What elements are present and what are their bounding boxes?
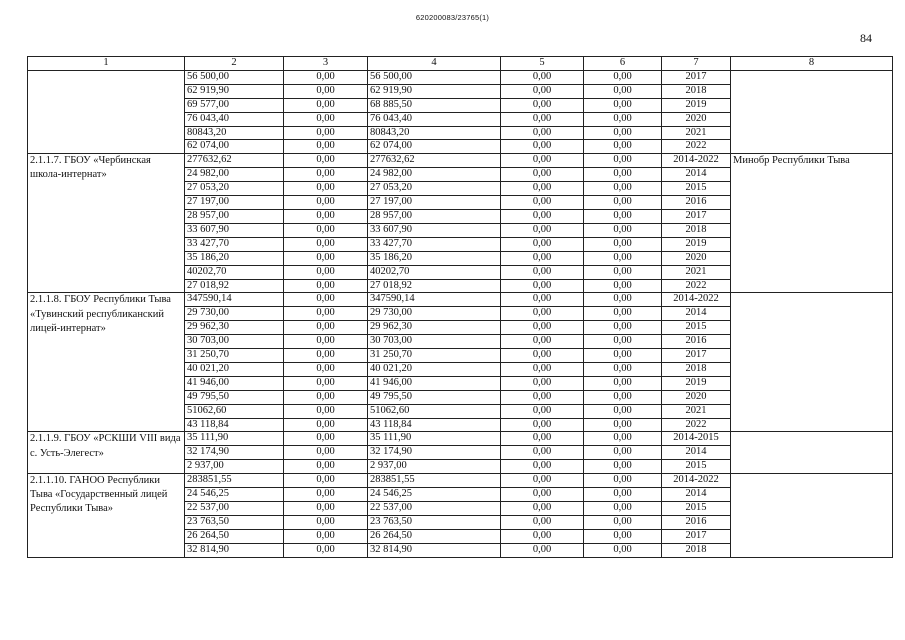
year-cell: 2022 xyxy=(662,279,731,293)
amount-total-cell: 51062,60 xyxy=(185,404,284,418)
amount-total-cell: 49 795,50 xyxy=(185,390,284,404)
amount-republic-cell: 283851,55 xyxy=(368,474,501,488)
amount-extra-cell: 0,00 xyxy=(584,126,662,140)
year-cell: 2014-2022 xyxy=(662,474,731,488)
budget-table-container xyxy=(27,56,893,558)
amount-extra-cell: 0,00 xyxy=(584,335,662,349)
amount-total-cell: 24 546,25 xyxy=(185,488,284,502)
amount-extra-cell: 0,00 xyxy=(584,460,662,474)
amount-republic-cell: 28 957,00 xyxy=(368,209,501,223)
amount-federal-cell: 0,00 xyxy=(284,265,368,279)
amount-federal-cell: 0,00 xyxy=(284,126,368,140)
amount-extra-cell: 0,00 xyxy=(584,237,662,251)
amount-total-cell: 62 919,90 xyxy=(185,84,284,98)
amount-local-cell: 0,00 xyxy=(501,446,584,460)
year-cell: 2019 xyxy=(662,237,731,251)
amount-federal-cell: 0,00 xyxy=(284,168,368,182)
header-row xyxy=(28,57,893,71)
year-cell: 2018 xyxy=(662,223,731,237)
year-cell: 2022 xyxy=(662,418,731,432)
amount-local-cell: 0,00 xyxy=(501,376,584,390)
amount-extra-cell: 0,00 xyxy=(584,293,662,307)
amount-federal-cell: 0,00 xyxy=(284,543,368,557)
amount-extra-cell: 0,00 xyxy=(584,140,662,154)
amount-extra-cell: 0,00 xyxy=(584,196,662,210)
amount-total-cell: 2 937,00 xyxy=(185,460,284,474)
executor xyxy=(731,293,893,432)
column-header: 1 xyxy=(28,57,185,71)
amount-extra-cell: 0,00 xyxy=(584,98,662,112)
year-cell: 2014 xyxy=(662,446,731,460)
amount-local-cell: 0,00 xyxy=(501,293,584,307)
amount-local-cell: 0,00 xyxy=(501,209,584,223)
amount-local-cell: 0,00 xyxy=(501,126,584,140)
year-cell: 2015 xyxy=(662,182,731,196)
amount-total-cell: 32 814,90 xyxy=(185,543,284,557)
amount-local-cell: 0,00 xyxy=(501,84,584,98)
column-header: 8 xyxy=(731,57,893,71)
amount-extra-cell: 0,00 xyxy=(584,446,662,460)
year-cell: 2017 xyxy=(662,529,731,543)
amount-total-cell: 27 018,92 xyxy=(185,279,284,293)
table-row xyxy=(28,293,893,307)
amount-local-cell: 0,00 xyxy=(501,196,584,210)
amount-republic-cell: 62 919,90 xyxy=(368,84,501,98)
amount-local-cell: 0,00 xyxy=(501,182,584,196)
amount-federal-cell: 0,00 xyxy=(284,460,368,474)
amount-republic-cell: 35 186,20 xyxy=(368,251,501,265)
amount-total-cell: 28 957,00 xyxy=(185,209,284,223)
amount-republic-cell: 23 763,50 xyxy=(368,515,501,529)
year-cell: 2020 xyxy=(662,390,731,404)
amount-extra-cell: 0,00 xyxy=(584,84,662,98)
amount-republic-cell: 41 946,00 xyxy=(368,376,501,390)
amount-federal-cell: 0,00 xyxy=(284,140,368,154)
amount-local-cell: 0,00 xyxy=(501,543,584,557)
amount-extra-cell: 0,00 xyxy=(584,529,662,543)
amount-local-cell: 0,00 xyxy=(501,404,584,418)
amount-extra-cell: 0,00 xyxy=(584,209,662,223)
measure-name: 2.1.1.10. ГАНОО Республики Тыва «Государственный лицей Республики Тыва» xyxy=(28,474,185,557)
year-cell: 2018 xyxy=(662,362,731,376)
amount-republic-cell: 347590,14 xyxy=(368,293,501,307)
document-code: 620200083/23765(1) xyxy=(415,13,490,22)
measure-name: 2.1.1.9. ГБОУ «РСКШИ VIII вида с. Усть-Элегест» xyxy=(28,432,185,474)
year-cell: 2017 xyxy=(662,209,731,223)
amount-federal-cell: 0,00 xyxy=(284,502,368,516)
amount-federal-cell: 0,00 xyxy=(284,362,368,376)
amount-extra-cell: 0,00 xyxy=(584,168,662,182)
amount-federal-cell: 0,00 xyxy=(284,279,368,293)
amount-republic-cell: 40202,70 xyxy=(368,265,501,279)
amount-extra-cell: 0,00 xyxy=(584,362,662,376)
amount-total-cell: 76 043,40 xyxy=(185,112,284,126)
year-cell: 2019 xyxy=(662,376,731,390)
amount-total-cell: 22 537,00 xyxy=(185,502,284,516)
year-cell: 2014-2015 xyxy=(662,432,731,446)
column-header: 2 xyxy=(185,57,284,71)
amount-federal-cell: 0,00 xyxy=(284,349,368,363)
amount-total-cell: 40 021,20 xyxy=(185,362,284,376)
amount-extra-cell: 0,00 xyxy=(584,432,662,446)
executor: Минобр Республики Тыва xyxy=(731,154,893,293)
table-row xyxy=(28,70,893,84)
amount-republic-cell: 32 174,90 xyxy=(368,446,501,460)
amount-federal-cell: 0,00 xyxy=(284,223,368,237)
amount-total-cell: 56 500,00 xyxy=(185,70,284,84)
amount-republic-cell: 68 885,50 xyxy=(368,98,501,112)
column-header: 7 xyxy=(662,57,731,71)
amount-extra-cell: 0,00 xyxy=(584,404,662,418)
amount-total-cell: 62 074,00 xyxy=(185,140,284,154)
executor xyxy=(731,432,893,474)
year-cell: 2016 xyxy=(662,515,731,529)
amount-republic-cell: 80843,20 xyxy=(368,126,501,140)
amount-local-cell: 0,00 xyxy=(501,321,584,335)
amount-federal-cell: 0,00 xyxy=(284,182,368,196)
year-cell: 2016 xyxy=(662,335,731,349)
amount-republic-cell: 31 250,70 xyxy=(368,349,501,363)
amount-local-cell: 0,00 xyxy=(501,432,584,446)
amount-extra-cell: 0,00 xyxy=(584,502,662,516)
amount-federal-cell: 0,00 xyxy=(284,321,368,335)
amount-extra-cell: 0,00 xyxy=(584,265,662,279)
amount-total-cell: 40202,70 xyxy=(185,265,284,279)
amount-republic-cell: 27 053,20 xyxy=(368,182,501,196)
amount-total-cell: 27 197,00 xyxy=(185,196,284,210)
year-cell: 2018 xyxy=(662,543,731,557)
amount-local-cell: 0,00 xyxy=(501,237,584,251)
amount-extra-cell: 0,00 xyxy=(584,321,662,335)
amount-local-cell: 0,00 xyxy=(501,112,584,126)
amount-federal-cell: 0,00 xyxy=(284,418,368,432)
amount-federal-cell: 0,00 xyxy=(284,98,368,112)
amount-extra-cell: 0,00 xyxy=(584,349,662,363)
amount-republic-cell: 30 703,00 xyxy=(368,335,501,349)
amount-extra-cell: 0,00 xyxy=(584,251,662,265)
amount-total-cell: 29 730,00 xyxy=(185,307,284,321)
amount-republic-cell: 27 197,00 xyxy=(368,196,501,210)
amount-total-cell: 80843,20 xyxy=(185,126,284,140)
year-cell: 2015 xyxy=(662,502,731,516)
amount-federal-cell: 0,00 xyxy=(284,84,368,98)
amount-republic-cell: 29 730,00 xyxy=(368,307,501,321)
amount-republic-cell: 24 546,25 xyxy=(368,488,501,502)
measure-name: 2.1.1.8. ГБОУ Республики Тыва «Тувинский республиканский лицей-интернат» xyxy=(28,293,185,432)
amount-republic-cell: 33 427,70 xyxy=(368,237,501,251)
amount-extra-cell: 0,00 xyxy=(584,376,662,390)
amount-total-cell: 24 982,00 xyxy=(185,168,284,182)
amount-federal-cell: 0,00 xyxy=(284,390,368,404)
amount-total-cell: 69 577,00 xyxy=(185,98,284,112)
amount-local-cell: 0,00 xyxy=(501,474,584,488)
table-row xyxy=(28,474,893,488)
amount-republic-cell: 40 021,20 xyxy=(368,362,501,376)
year-cell: 2015 xyxy=(662,321,731,335)
amount-total-cell: 347590,14 xyxy=(185,293,284,307)
amount-local-cell: 0,00 xyxy=(501,140,584,154)
amount-extra-cell: 0,00 xyxy=(584,543,662,557)
measure-name: 2.1.1.7. ГБОУ «Чербинская школа-интернат» xyxy=(28,154,185,293)
amount-local-cell: 0,00 xyxy=(501,168,584,182)
table-body xyxy=(28,70,893,557)
year-cell: 2018 xyxy=(662,84,731,98)
year-cell: 2021 xyxy=(662,126,731,140)
amount-federal-cell: 0,00 xyxy=(284,446,368,460)
amount-federal-cell: 0,00 xyxy=(284,251,368,265)
amount-extra-cell: 0,00 xyxy=(584,474,662,488)
year-cell: 2019 xyxy=(662,98,731,112)
amount-local-cell: 0,00 xyxy=(501,460,584,474)
year-cell: 2014-2022 xyxy=(662,293,731,307)
column-header: 6 xyxy=(584,57,662,71)
amount-local-cell: 0,00 xyxy=(501,223,584,237)
amount-federal-cell: 0,00 xyxy=(284,529,368,543)
amount-republic-cell: 26 264,50 xyxy=(368,529,501,543)
amount-local-cell: 0,00 xyxy=(501,335,584,349)
amount-federal-cell: 0,00 xyxy=(284,432,368,446)
year-cell: 2017 xyxy=(662,70,731,84)
amount-total-cell: 26 264,50 xyxy=(185,529,284,543)
amount-federal-cell: 0,00 xyxy=(284,293,368,307)
amount-total-cell: 31 250,70 xyxy=(185,349,284,363)
amount-republic-cell: 56 500,00 xyxy=(368,70,501,84)
amount-total-cell: 41 946,00 xyxy=(185,376,284,390)
year-cell: 2015 xyxy=(662,460,731,474)
amount-local-cell: 0,00 xyxy=(501,390,584,404)
amount-local-cell: 0,00 xyxy=(501,70,584,84)
amount-total-cell: 23 763,50 xyxy=(185,515,284,529)
amount-federal-cell: 0,00 xyxy=(284,488,368,502)
amount-extra-cell: 0,00 xyxy=(584,279,662,293)
table-row xyxy=(28,432,893,446)
amount-republic-cell: 33 607,90 xyxy=(368,223,501,237)
amount-extra-cell: 0,00 xyxy=(584,488,662,502)
amount-extra-cell: 0,00 xyxy=(584,154,662,168)
amount-republic-cell: 62 074,00 xyxy=(368,140,501,154)
amount-local-cell: 0,00 xyxy=(501,98,584,112)
amount-federal-cell: 0,00 xyxy=(284,376,368,390)
amount-republic-cell: 51062,60 xyxy=(368,404,501,418)
amount-republic-cell: 27 018,92 xyxy=(368,279,501,293)
column-header: 4 xyxy=(368,57,501,71)
year-cell: 2014 xyxy=(662,488,731,502)
year-cell: 2014 xyxy=(662,168,731,182)
amount-federal-cell: 0,00 xyxy=(284,404,368,418)
executor xyxy=(731,474,893,557)
amount-republic-cell: 2 937,00 xyxy=(368,460,501,474)
amount-extra-cell: 0,00 xyxy=(584,182,662,196)
amount-total-cell: 33 607,90 xyxy=(185,223,284,237)
amount-extra-cell: 0,00 xyxy=(584,223,662,237)
year-cell: 2020 xyxy=(662,112,731,126)
executor xyxy=(731,70,893,153)
amount-federal-cell: 0,00 xyxy=(284,70,368,84)
amount-federal-cell: 0,00 xyxy=(284,196,368,210)
amount-local-cell: 0,00 xyxy=(501,515,584,529)
amount-federal-cell: 0,00 xyxy=(284,209,368,223)
amount-total-cell: 33 427,70 xyxy=(185,237,284,251)
amount-republic-cell: 29 962,30 xyxy=(368,321,501,335)
table-row xyxy=(28,154,893,168)
amount-republic-cell: 76 043,40 xyxy=(368,112,501,126)
measure-name xyxy=(28,70,185,153)
amount-total-cell: 27 053,20 xyxy=(185,182,284,196)
amount-local-cell: 0,00 xyxy=(501,362,584,376)
amount-local-cell: 0,00 xyxy=(501,502,584,516)
amount-extra-cell: 0,00 xyxy=(584,418,662,432)
year-cell: 2021 xyxy=(662,265,731,279)
year-cell: 2021 xyxy=(662,404,731,418)
amount-federal-cell: 0,00 xyxy=(284,515,368,529)
amount-total-cell: 277632,62 xyxy=(185,154,284,168)
amount-extra-cell: 0,00 xyxy=(584,70,662,84)
amount-extra-cell: 0,00 xyxy=(584,515,662,529)
amount-federal-cell: 0,00 xyxy=(284,474,368,488)
amount-republic-cell: 277632,62 xyxy=(368,154,501,168)
amount-federal-cell: 0,00 xyxy=(284,237,368,251)
amount-extra-cell: 0,00 xyxy=(584,390,662,404)
amount-local-cell: 0,00 xyxy=(501,154,584,168)
amount-republic-cell: 24 982,00 xyxy=(368,168,501,182)
amount-local-cell: 0,00 xyxy=(501,265,584,279)
amount-local-cell: 0,00 xyxy=(501,529,584,543)
amount-total-cell: 35 186,20 xyxy=(185,251,284,265)
amount-republic-cell: 32 814,90 xyxy=(368,543,501,557)
amount-republic-cell: 22 537,00 xyxy=(368,502,501,516)
amount-federal-cell: 0,00 xyxy=(284,154,368,168)
amount-total-cell: 283851,55 xyxy=(185,474,284,488)
year-cell: 2017 xyxy=(662,349,731,363)
amount-total-cell: 43 118,84 xyxy=(185,418,284,432)
amount-local-cell: 0,00 xyxy=(501,279,584,293)
amount-total-cell: 32 174,90 xyxy=(185,446,284,460)
column-header: 5 xyxy=(501,57,584,71)
budget-table xyxy=(27,56,893,558)
amount-local-cell: 0,00 xyxy=(501,251,584,265)
amount-local-cell: 0,00 xyxy=(501,349,584,363)
amount-republic-cell: 35 111,90 xyxy=(368,432,501,446)
amount-total-cell: 35 111,90 xyxy=(185,432,284,446)
table-header xyxy=(28,57,893,71)
year-cell: 2016 xyxy=(662,196,731,210)
amount-republic-cell: 43 118,84 xyxy=(368,418,501,432)
year-cell: 2022 xyxy=(662,140,731,154)
year-cell: 2020 xyxy=(662,251,731,265)
year-cell: 2014-2022 xyxy=(662,154,731,168)
amount-local-cell: 0,00 xyxy=(501,307,584,321)
amount-federal-cell: 0,00 xyxy=(284,112,368,126)
amount-extra-cell: 0,00 xyxy=(584,307,662,321)
amount-federal-cell: 0,00 xyxy=(284,307,368,321)
year-cell: 2014 xyxy=(662,307,731,321)
amount-federal-cell: 0,00 xyxy=(284,335,368,349)
amount-republic-cell: 49 795,50 xyxy=(368,390,501,404)
amount-local-cell: 0,00 xyxy=(501,418,584,432)
amount-total-cell: 30 703,00 xyxy=(185,335,284,349)
amount-local-cell: 0,00 xyxy=(501,488,584,502)
amount-total-cell: 29 962,30 xyxy=(185,321,284,335)
amount-extra-cell: 0,00 xyxy=(584,112,662,126)
column-header: 3 xyxy=(284,57,368,71)
page-number: 84 xyxy=(860,31,872,45)
